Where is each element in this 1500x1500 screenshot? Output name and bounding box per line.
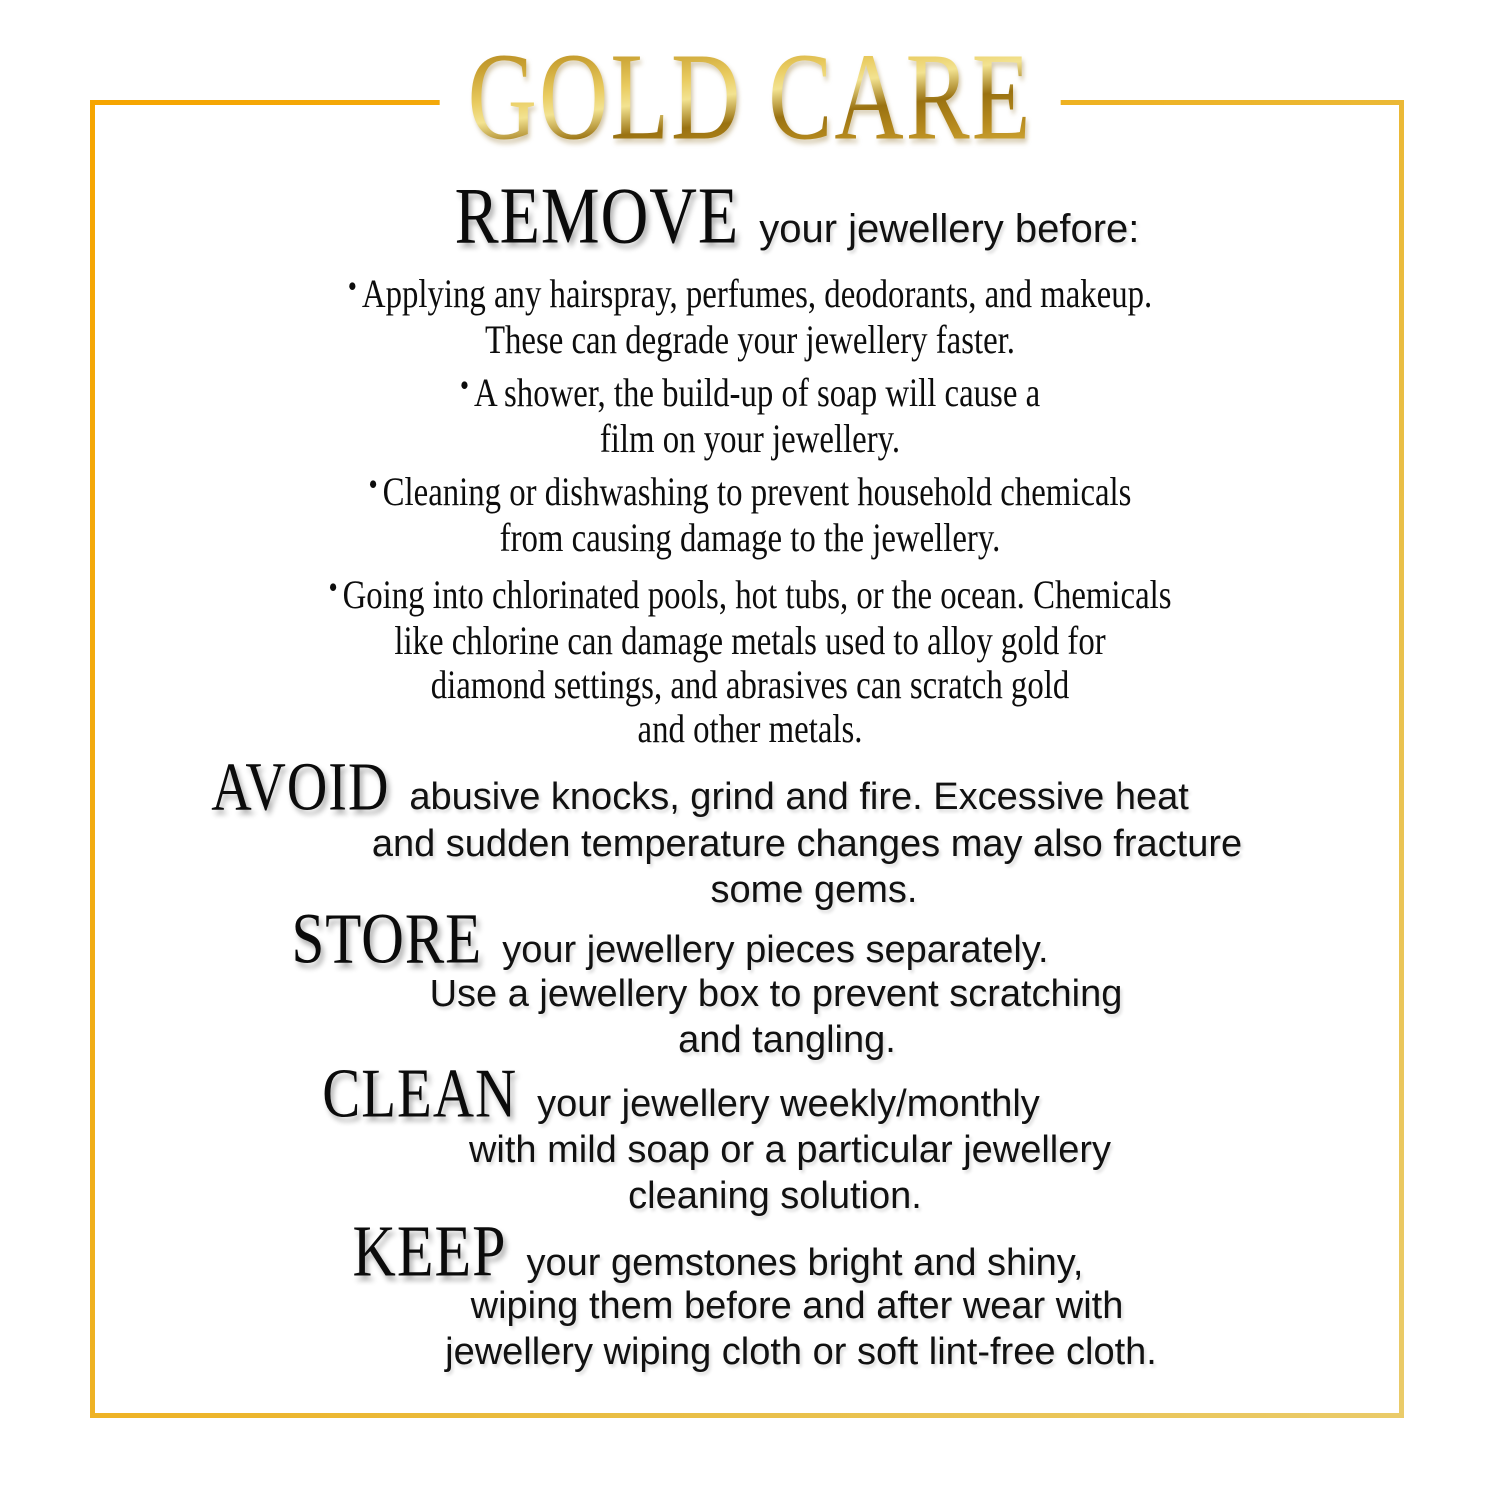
bullet-line: These can degrade your jewellery faster.: [484, 317, 1016, 362]
bullet-text: Cleaning or dishwashing to prevent household chemicals: [382, 469, 1132, 514]
avoid-line: some gems.: [710, 869, 918, 911]
store-line: Use a jewellery box to prevent scratching: [429, 973, 1123, 1015]
bullet-item: [0, 367, 1500, 461]
bullet-text: A shower, the build-up of soap will cause a: [473, 370, 1041, 415]
bullet-line: [135, 466, 1365, 516]
section-heading-store: STORE: [291, 897, 483, 979]
section-avoid: [0, 749, 1500, 913]
section-store-heading-row: [0, 897, 1420, 979]
keep-line: your gemstones bright and shiny,: [526, 1242, 1084, 1284]
section-heading-avoid: AVOID: [211, 749, 390, 826]
bullet-line: [135, 569, 1365, 619]
clean-line: with mild soap or a particular jewellery: [468, 1129, 1112, 1171]
bullet-marker: •: [328, 569, 338, 606]
bullet-text: Applying any hairspray, perfumes, deodorants, and makeup.: [361, 271, 1153, 316]
clean-line: your jewellery weekly/monthly: [537, 1083, 1040, 1125]
bullet-marker: •: [368, 466, 378, 503]
bullet-line: diamond settings, and abrasives can scratch gold: [430, 662, 1070, 707]
section-keep: [0, 1210, 1500, 1375]
bullet-marker: •: [459, 367, 470, 404]
bullet-line: [135, 268, 1365, 318]
section-heading-keep: KEEP: [352, 1210, 507, 1292]
section-store: [0, 897, 1500, 1063]
bullet-line: and other metals.: [637, 706, 863, 751]
section-clean: [0, 1055, 1500, 1219]
section-remove-heading-row: [47, 171, 1500, 261]
keep-line: jewellery wiping cloth or soft lint-free cloth.: [445, 1331, 1157, 1373]
bullet-item: [0, 268, 1500, 362]
section-avoid-heading-row: [0, 749, 1450, 826]
bullet-item: [0, 466, 1500, 560]
remove-bullet-list: [0, 268, 1500, 751]
keep-line: wiping them before and after wear with: [470, 1285, 1124, 1327]
store-line: and tangling.: [678, 1019, 896, 1061]
remove-tagline: your jewellery before:: [759, 207, 1140, 251]
section-heading-remove: REMOVE: [454, 171, 740, 261]
care-instructions: [0, 171, 1500, 1375]
avoid-line: and sudden temperature changes may also fracture: [371, 823, 1243, 865]
clean-line: cleaning solution.: [628, 1175, 922, 1217]
section-heading-clean: CLEAN: [322, 1055, 518, 1133]
section-clean-heading-row: [0, 1055, 1431, 1133]
page-title-text: GOLD CARE: [467, 26, 1033, 166]
avoid-line: abusive knocks, grind and fire. Excessive heat: [409, 776, 1189, 818]
bullet-text: Going into chlorinated pools, hot tubs, or the ocean. Chemicals: [342, 572, 1172, 617]
bullet-line: [135, 367, 1365, 417]
bullet-line: like chlorine can damage metals used to alloy gold for: [394, 618, 1106, 663]
section-keep-heading-row: [0, 1210, 1468, 1292]
bullet-line: film on your jewellery.: [599, 416, 901, 461]
bullet-item: [0, 569, 1500, 751]
bullet-marker: •: [347, 268, 357, 305]
store-line: your jewellery pieces separately.: [502, 929, 1049, 971]
bullet-line: from causing damage to the jewellery.: [499, 515, 1001, 560]
page-title: [440, 26, 1061, 166]
